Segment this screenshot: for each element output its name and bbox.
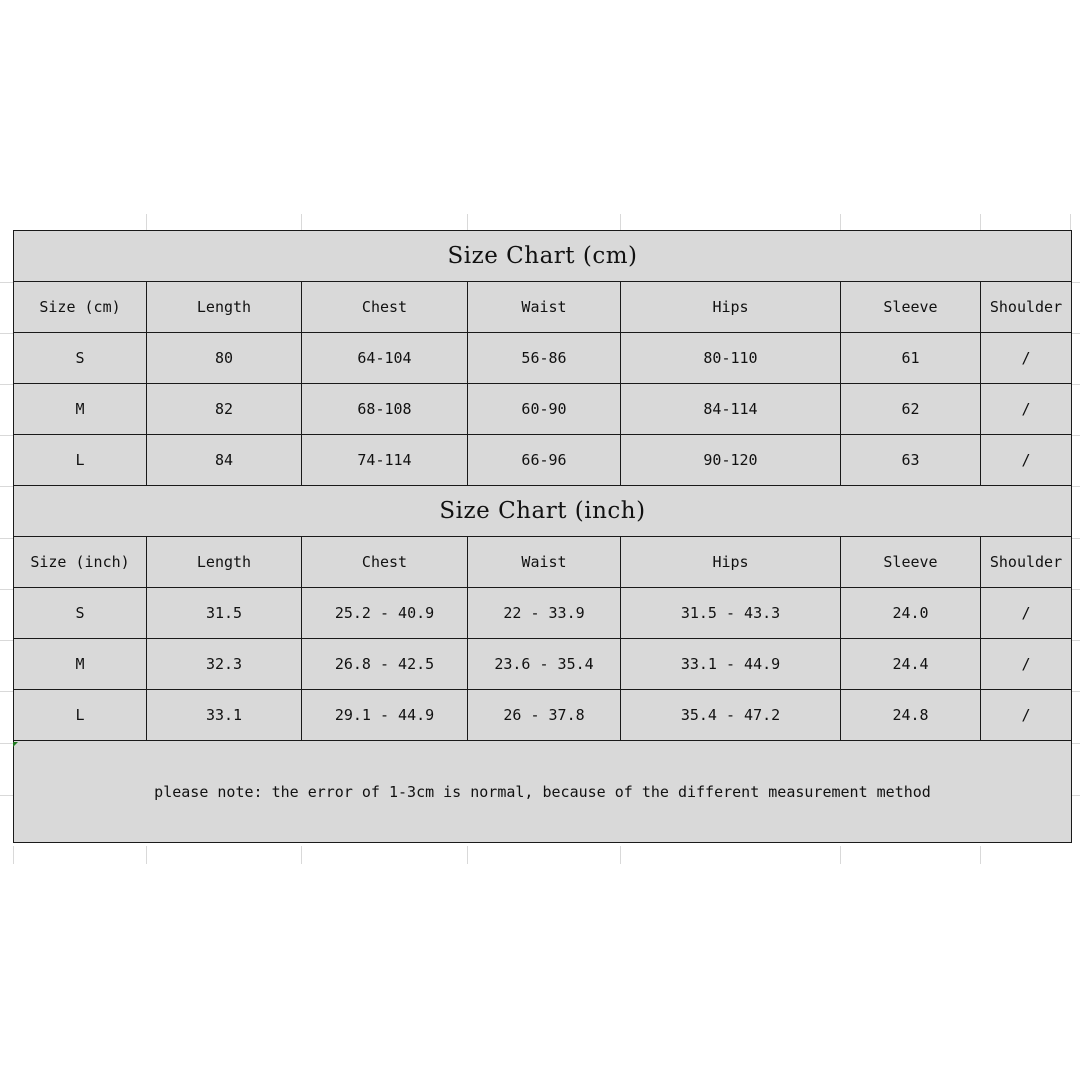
gridline — [0, 795, 13, 796]
gridline — [1071, 795, 1080, 796]
table-cell[interactable]: / — [981, 690, 1072, 741]
note-row — [14, 741, 1072, 843]
cm-header-row — [14, 282, 1072, 333]
gridline — [1071, 435, 1080, 436]
gridline — [1071, 538, 1080, 539]
header-cell-length[interactable]: Length — [147, 282, 302, 333]
cell-corner-marker — [13, 742, 18, 747]
inch-title-row — [14, 486, 1072, 537]
gridline — [840, 846, 841, 864]
table-cell[interactable]: 61 — [841, 333, 981, 384]
header-cell-chest[interactable]: Chest — [302, 282, 468, 333]
gridline — [0, 384, 13, 385]
gridline — [1070, 214, 1071, 230]
table-row — [14, 690, 1072, 741]
header-cell-hips[interactable]: Hips — [621, 282, 841, 333]
table-cell[interactable]: / — [981, 435, 1072, 486]
table-cell[interactable]: 26 - 37.8 — [468, 690, 621, 741]
table-cell[interactable]: 22 - 33.9 — [468, 588, 621, 639]
table-row — [14, 333, 1072, 384]
table-cell[interactable]: 25.2 - 40.9 — [302, 588, 468, 639]
inch-chart-title[interactable]: Size Chart (inch) — [14, 486, 1072, 537]
table-cell[interactable]: M — [14, 639, 147, 690]
table-cell[interactable]: 62 — [841, 384, 981, 435]
table-cell[interactable]: 64-104 — [302, 333, 468, 384]
gridline — [1071, 743, 1080, 744]
gridline — [1071, 589, 1080, 590]
cm-chart-title[interactable]: Size Chart (cm) — [14, 231, 1072, 282]
gridline — [1071, 333, 1080, 334]
gridline — [1071, 282, 1080, 283]
table-cell[interactable]: L — [14, 690, 147, 741]
gridline — [1071, 640, 1080, 641]
gridline — [620, 846, 621, 864]
header-cell-waist[interactable]: Waist — [468, 537, 621, 588]
table-cell[interactable]: 68-108 — [302, 384, 468, 435]
size-chart-table — [13, 230, 1072, 843]
gridline — [620, 214, 621, 230]
gridline — [840, 214, 841, 230]
table-cell[interactable]: / — [981, 588, 1072, 639]
gridline — [0, 333, 13, 334]
table-cell[interactable]: L — [14, 435, 147, 486]
header-cell-size[interactable]: Size (cm) — [14, 282, 147, 333]
table-row — [14, 435, 1072, 486]
table-cell[interactable]: 24.0 — [841, 588, 981, 639]
table-cell[interactable]: 80 — [147, 333, 302, 384]
table-cell[interactable]: 29.1 - 44.9 — [302, 690, 468, 741]
table-cell[interactable]: 24.4 — [841, 639, 981, 690]
table-cell[interactable]: S — [14, 333, 147, 384]
gridline — [301, 214, 302, 230]
cm-title-row — [14, 231, 1072, 282]
table-cell[interactable]: 84-114 — [621, 384, 841, 435]
table-cell[interactable]: 84 — [147, 435, 302, 486]
table-cell[interactable]: 82 — [147, 384, 302, 435]
gridline — [13, 846, 14, 864]
table-row — [14, 639, 1072, 690]
gridline — [1071, 691, 1080, 692]
inch-header-row — [14, 537, 1072, 588]
table-cell[interactable]: 23.6 - 35.4 — [468, 639, 621, 690]
gridline — [1071, 384, 1080, 385]
header-cell-sleeve[interactable]: Sleeve — [841, 537, 981, 588]
table-row — [14, 588, 1072, 639]
table-cell[interactable]: 32.3 — [147, 639, 302, 690]
table-cell[interactable]: S — [14, 588, 147, 639]
gridline — [467, 846, 468, 864]
header-cell-chest[interactable]: Chest — [302, 537, 468, 588]
gridline — [467, 214, 468, 230]
table-cell[interactable]: 31.5 — [147, 588, 302, 639]
gridline — [146, 214, 147, 230]
gridline — [0, 743, 13, 744]
gridline — [1071, 486, 1080, 487]
table-cell[interactable]: 26.8 - 42.5 — [302, 639, 468, 690]
header-cell-length[interactable]: Length — [147, 537, 302, 588]
gridline — [0, 486, 13, 487]
table-cell[interactable]: 60-90 — [468, 384, 621, 435]
header-cell-size[interactable]: Size (inch) — [14, 537, 147, 588]
table-cell[interactable]: / — [981, 384, 1072, 435]
table-cell[interactable]: 74-114 — [302, 435, 468, 486]
table-cell[interactable]: / — [981, 639, 1072, 690]
table-cell[interactable]: 66-96 — [468, 435, 621, 486]
table-cell[interactable]: M — [14, 384, 147, 435]
table-cell[interactable]: 56-86 — [468, 333, 621, 384]
gridline — [0, 691, 13, 692]
gridline — [301, 846, 302, 864]
header-cell-sleeve[interactable]: Sleeve — [841, 282, 981, 333]
header-cell-hips[interactable]: Hips — [621, 537, 841, 588]
gridline — [980, 214, 981, 230]
table-cell[interactable]: 80-110 — [621, 333, 841, 384]
header-cell-waist[interactable]: Waist — [468, 282, 621, 333]
gridline — [0, 435, 13, 436]
gridline — [146, 846, 147, 864]
table-cell[interactable]: 35.4 - 47.2 — [621, 690, 841, 741]
header-cell-shoulder[interactable]: Shoulder — [981, 282, 1072, 333]
table-cell[interactable]: / — [981, 333, 1072, 384]
gridline — [0, 589, 13, 590]
table-cell[interactable]: 33.1 — [147, 690, 302, 741]
table-cell[interactable]: 90-120 — [621, 435, 841, 486]
measurement-note[interactable]: please note: the error of 1-3cm is normal, because of the different measurement method — [14, 741, 1072, 843]
table-cell[interactable]: 24.8 — [841, 690, 981, 741]
table-cell[interactable]: 33.1 - 44.9 — [621, 639, 841, 690]
table-row — [14, 384, 1072, 435]
gridline — [0, 538, 13, 539]
header-cell-shoulder[interactable]: Shoulder — [981, 537, 1072, 588]
gridline — [0, 282, 13, 283]
gridline — [980, 846, 981, 864]
table-cell[interactable]: 63 — [841, 435, 981, 486]
table-cell[interactable]: 31.5 - 43.3 — [621, 588, 841, 639]
gridline — [0, 640, 13, 641]
